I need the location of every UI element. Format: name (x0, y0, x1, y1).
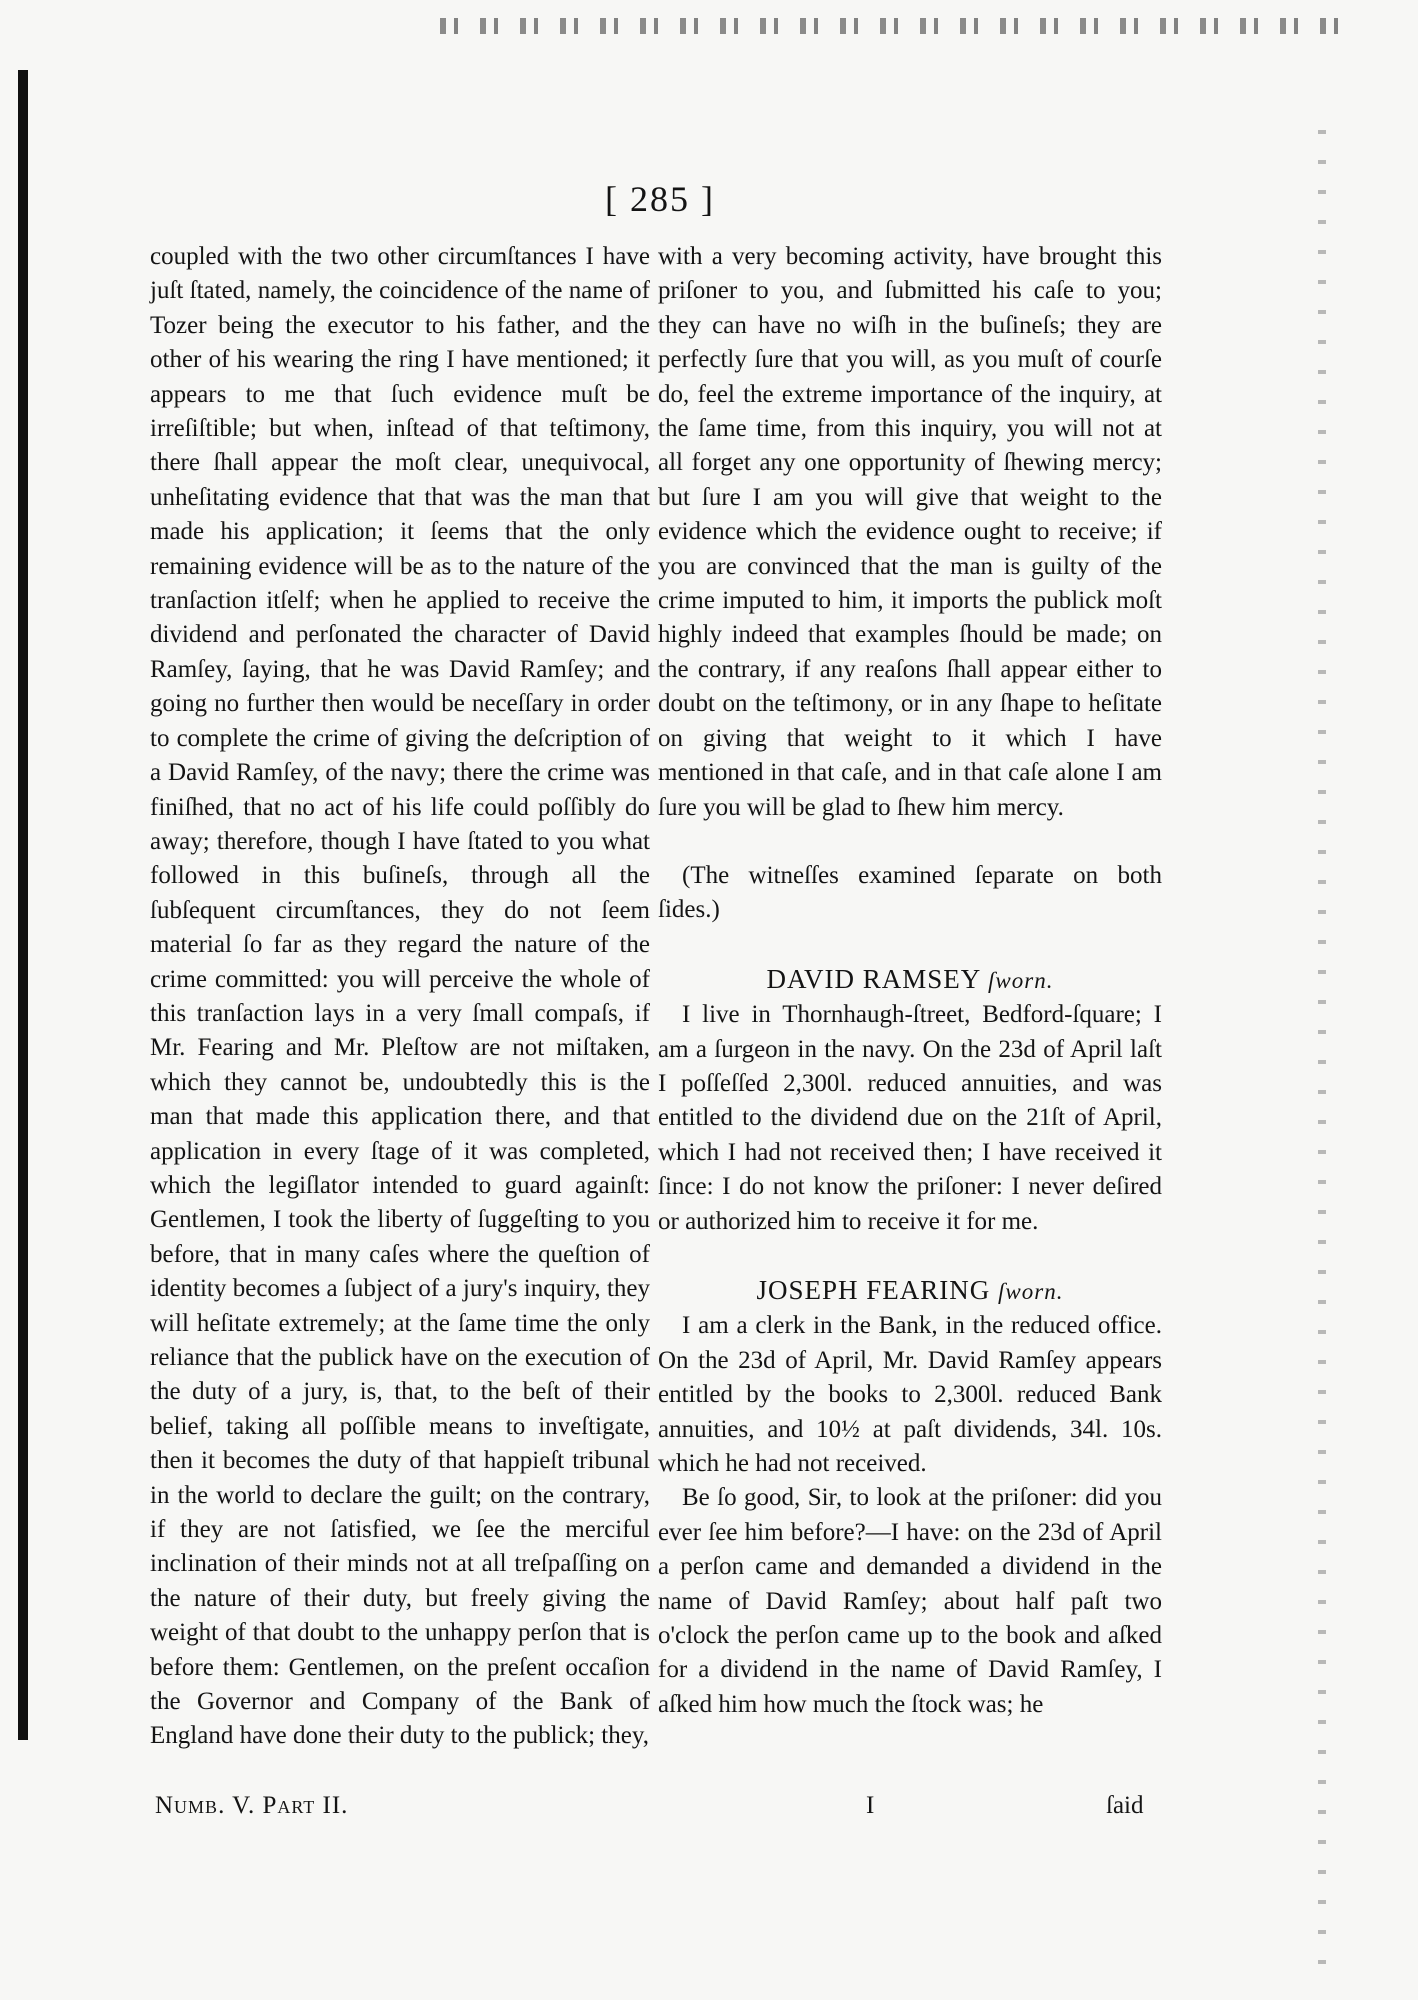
sworn-label: ſworn. (988, 967, 1054, 993)
left-column (150, 240, 650, 1754)
testimony-ramsey: I live in Thornhaugh-ſtreet, Bedford-ſquare; I am a ſurgeon in the navy. On the 23d of April laſt I poſſeſſed 2,300l. reduced annuities, and was entitled to the dividend due on the 21ſt of April, which I had not received then; I have received it ſince: I do not know the priſoner: I never deſired or authorized him to receive it for me. (658, 1001, 1162, 1235)
testimony-fearing-1: I am a clerk in the Bank, in the reduced office. On the 23d of April, Mr. David Ramſey appears entitled by the books to 2,300l. reduced Bank annuities, and 10½ at paſt dividends, 34l. 10s. which he had not received. (658, 1312, 1162, 1477)
catchword: ſaid (1106, 1792, 1144, 1819)
sworn-label: ſworn. (998, 1278, 1064, 1304)
scan-edge-shadow (18, 70, 28, 1740)
closing-argument-text: with a very becoming activity, have brought this priſoner to you, and ſubmitted his caſe to you; they can have no wiſh in the buſineſs; they are perfectly ſure that you will, as you muſt of courſe do, feel the extreme importance of the inquiry, at the ſame time, from this inquiry, you will not at all forget any one opportunity of ſhewing mercy; but ſure I am you will give that weight to the evidence which the evidence ought to receive; if you are convinced that the man is guilty of the crime imputed to him, it imports the publick moſt highly indeed that examples ſhould be made; on the contrary, if any reaſons ſhall appear either to doubt on the teſtimony, or in any ſhape to heſitate on giving that weight to it which I have mentioned in that caſe, and in that caſe alone I am ſure you will be glad to ſhew him mercy. (658, 243, 1162, 821)
witness-name: JOSEPH FEARING (756, 1274, 991, 1305)
testimony-fearing-2: Be ſo good, Sir, to look at the priſoner: did you ever ſee him before?—I have: on the 23d of April a perſon came and demanded a dividend in the name of David Ramſey; about half paſt two o'clock the perſon came up to the book and aſked for a dividend in the name of David Ramſey, I aſked him how much the ſtock was; he (658, 1484, 1162, 1718)
left-column-text: coupled with the two other circumſtances I have juſt ſtated, namely, the coincidence of the name of Tozer being the executor to his father, and the other of his wearing the ring I have mentioned; it appears to me that ſuch evidence muſt be irreſiſtible; but when, inſtead of that teſtimony, there ſhall appear the moſt clear, unequivocal, unheſitating evidence that that was the man that made his application; it ſeems that the only remaining evidence will be as to the nature of the tranſaction itſelf; when he applied to receive the dividend and perſonated the character of David Ramſey, ſaying, that he was David Ramſey; and going no further then would be neceſſary in order to complete the crime of giving the deſcription of a David Ramſey, of the navy; there the crime was finiſhed, that no act of his life could poſſibly do away; therefore, though I have ſtated to you what followed in this buſineſs, through all the ſubſequent circumſtances, they do not ſeem material ſo far as they regard the nature of the crime committed: you will perceive the whole of this tranſaction lays in a very ſmall compaſs, if Mr. Fearing and Mr. Pleſtow are not miſtaken, which they cannot be, undoubtedly this is the man that made this application there, and that application in every ſtage of it was completed, which the legiſlator intended to guard againſt: Gentlemen, I took the liberty of ſuggeſting to you before, that in many caſes where the queſtion of identity becomes a ſubject of a jury's inquiry, they will heſitate extremely; at the ſame time the only reliance that the publick have on the execution of the duty of a jury, is, that, to the beſt of their belief, taking all poſſible means to inveſtigate, then it becomes the duty of that happieſt tribunal in the world to declare the guilt; on the contrary, if they are not ſatisfied, we ſee the merciful inclination of their minds not at all treſpaſſing on the nature of their duty, but freely giving the weight of that doubt to the unhappy perſon that is before them: Gentlemen, on the preſent occaſion the Governor and Company of the Bank of England have done their duty to the publick; they, (150, 243, 650, 1750)
scan-noise-right (1318, 130, 1326, 1970)
catchword-letter: I (866, 1792, 875, 1819)
witness-heading-fearing (658, 1273, 1162, 1309)
procedural-note: (The witneſſes examined ſeparate on both ſides.) (658, 861, 1162, 924)
witness-heading-ramsey (658, 962, 1162, 998)
page-number: [ 285 ] (605, 179, 715, 219)
signature-mark: Numb. V. Part II. (155, 1792, 349, 1819)
right-column (658, 240, 1162, 1722)
scan-noise-top (440, 18, 1340, 34)
witness-name: DAVID RAMSEY (766, 963, 981, 994)
